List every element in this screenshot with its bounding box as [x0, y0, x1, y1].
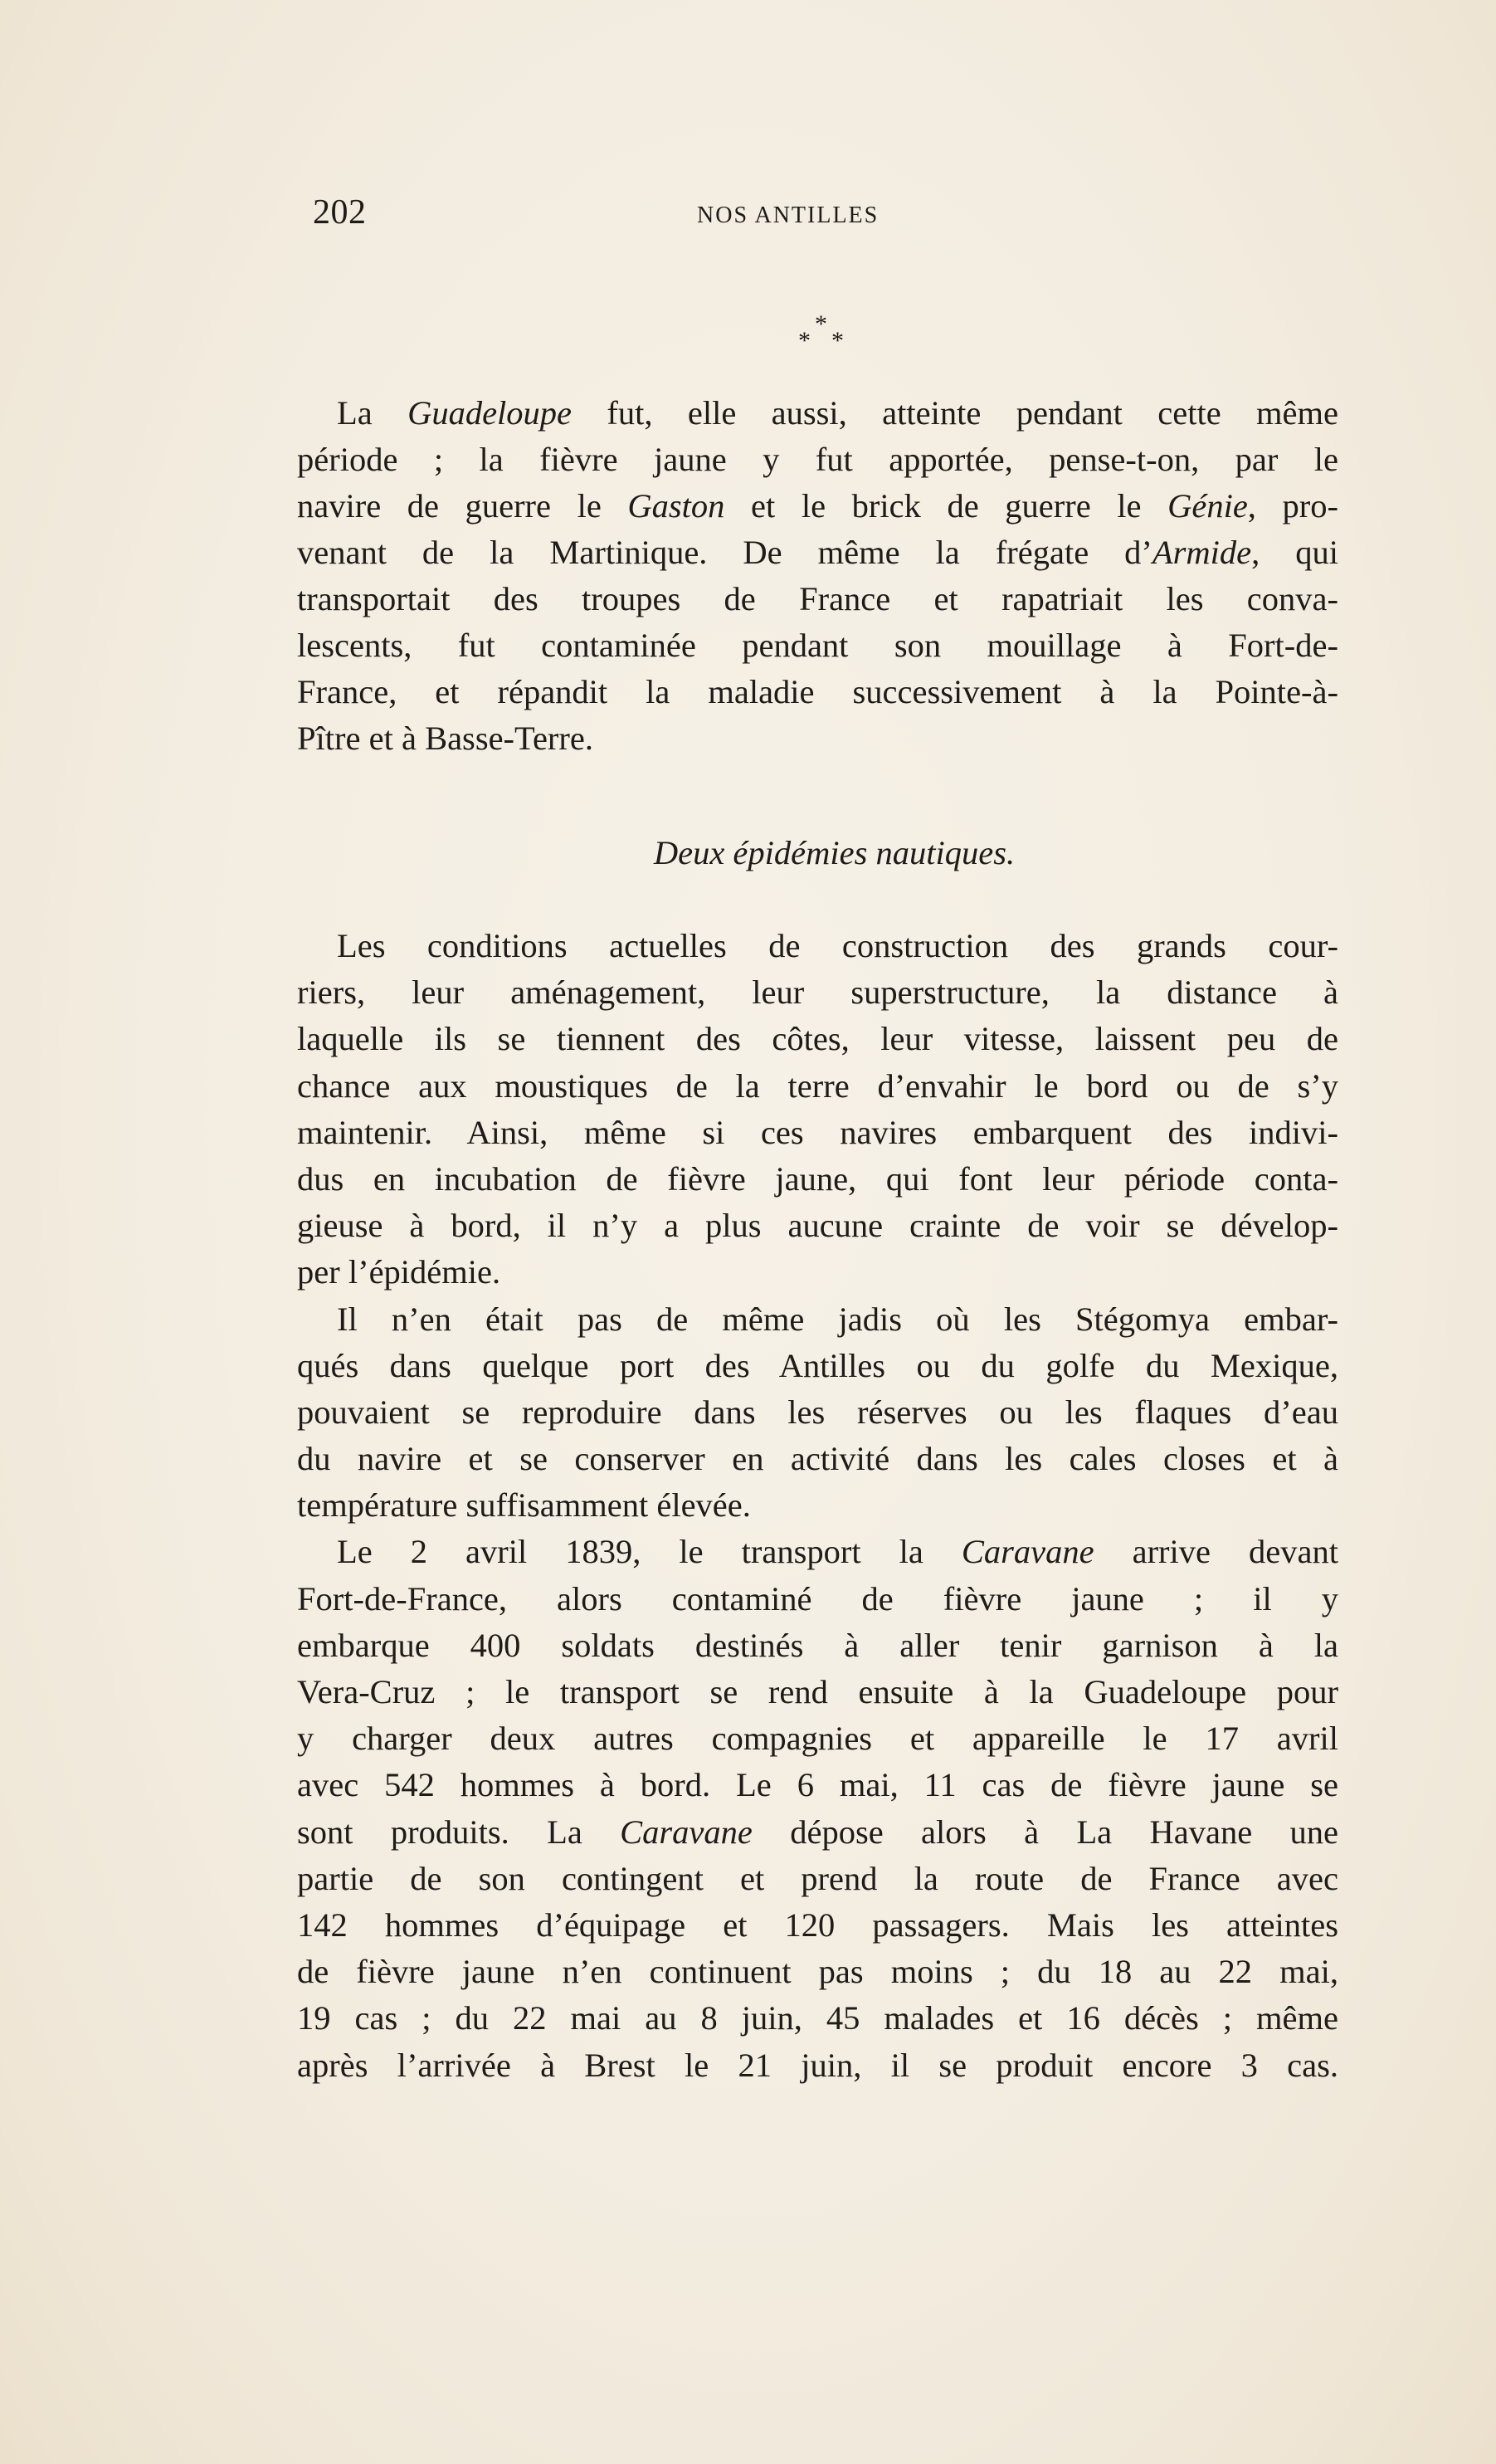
text-line: qués dans quelque port des Antilles ou du golfe du Mexique, — [297, 1346, 1338, 1384]
asterism-star-right: * — [831, 327, 844, 354]
paragraph-conditions — [297, 923, 1338, 1296]
text-line: 19 cas ; du 22 mai au 8 juin, 45 malades et 16 décès ; même — [297, 1999, 1338, 2037]
text-line: du navire et se conserver en activité dans les cales closes et à — [297, 1440, 1338, 1478]
text-line: venant de la Martinique. De même la frégate d’Armide, qui — [297, 534, 1338, 571]
text-line: avec 542 hommes à bord. Le 6 mai, 11 cas de fièvre jaune se — [297, 1766, 1338, 1804]
text-line: Le 2 avril 1839, le transport la Caravane arrive devant — [337, 1533, 1338, 1571]
running-head — [295, 193, 1344, 242]
text-line: température suffisamment élevée. — [297, 1486, 751, 1525]
text-line: y charger deux autres compagnies et appareille le 17 avril — [297, 1720, 1338, 1758]
text-line: navire de guerre le Gaston et le brick de guerre le Génie, pro- — [297, 487, 1338, 525]
text-line: dus en incubation de fièvre jaune, qui font leur période conta- — [297, 1159, 1338, 1198]
text-line: lescents, fut contaminée pendant son mouillage à Fort-de- — [297, 627, 1338, 664]
text-line: La Guadeloupe fut, elle aussi, atteinte pendant cette même — [337, 394, 1338, 432]
text-line: pouvaient se reproduire dans les réserves ou les flaques d’eau — [297, 1393, 1338, 1431]
asterism-separator — [797, 312, 855, 362]
text-line: période ; la fièvre jaune y fut apportée, pense-t-on, par le — [297, 441, 1338, 478]
text-line: après l’arrivée à Brest le 21 juin, il se produit encore 3 cas. — [297, 2046, 1338, 2084]
text-line: laquelle ils se tiennent des côtes, leur vitesse, laissent peu de — [297, 1020, 1338, 1058]
asterism-star-top: * — [815, 310, 827, 338]
text-line: riers, leur aménagement, leur superstructure, la distance à — [297, 973, 1338, 1012]
section-heading: Deux épidémies nautiques. — [653, 834, 1016, 871]
asterism-star-left: * — [798, 327, 811, 354]
text-line: France, et répandit la maladie successivement à la Pointe-à- — [297, 673, 1338, 710]
running-title: NOS ANTILLES — [697, 202, 880, 228]
paragraph-stegomya — [297, 1296, 1338, 1530]
text-line: embarque 400 soldats destinés à aller tenir garnison à la — [297, 1626, 1338, 1664]
paragraph-guadeloupe — [297, 390, 1338, 762]
text-line: 142 hommes d’équipage et 120 passagers. Mais les atteintes — [297, 1905, 1338, 1944]
text-line: Il n’en était pas de même jadis où les Stégomya embar- — [337, 1300, 1338, 1338]
main-text — [297, 923, 1338, 2089]
text-line: chance aux moustiques de la terre d’envahir le bord ou de s’y — [297, 1066, 1338, 1105]
text-line: sont produits. La Caravane dépose alors à La Havane une — [297, 1813, 1339, 1851]
text-line: gieuse à bord, il n’y a plus aucune crainte de voir se dévelop- — [297, 1207, 1338, 1245]
page-number: 202 — [313, 193, 367, 232]
text-line: transportait des troupes de France et rapatriait les conva- — [297, 580, 1338, 617]
text-line: partie de son contingent et prend la route de France avec — [297, 1859, 1338, 1897]
text-line: Fort-de-France, alors contaminé de fièvre jaune ; il y — [297, 1579, 1338, 1617]
text-line: per l’épidémie. — [297, 1253, 501, 1291]
text-line: Pître et à Basse-Terre. — [297, 720, 594, 757]
paragraph-caravane — [297, 1529, 1338, 2088]
text-line: maintenir. Ainsi, même si ces navires embarquent des indivi- — [297, 1113, 1338, 1151]
text-line: de fièvre jaune n’en continuent pas moins ; du 18 au 22 mai, — [297, 1953, 1338, 1991]
text-line: Les conditions actuelles de construction des grands cour- — [337, 927, 1338, 964]
text-line: Vera-Cruz ; le transport se rend ensuite à la Guadeloupe pour — [297, 1673, 1338, 1710]
